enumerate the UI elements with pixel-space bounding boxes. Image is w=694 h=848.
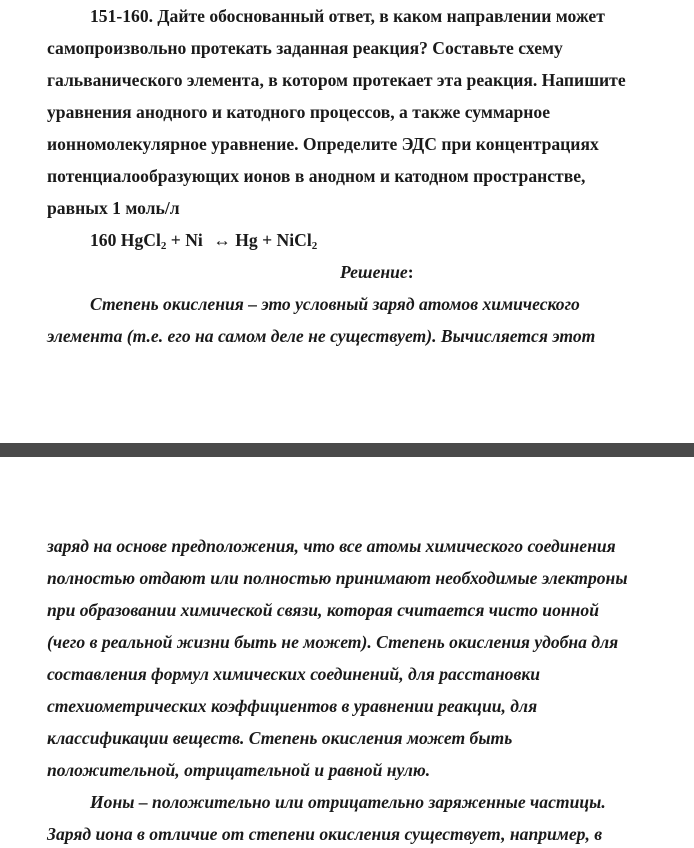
body-p1-line-2: элемента (т.е. его на самом деле не существует). Вычисляется этот: [47, 326, 596, 346]
task-line-4: уравнения анодного и катодного процессов, а также суммарное: [47, 102, 551, 122]
body-p2-line-10: Заряд иона в отличие от степени окисления существует, например, в: [47, 824, 603, 844]
equation-arrow: ↔: [213, 230, 231, 250]
equation-subscript-2: 2: [311, 240, 318, 252]
task-line-6: потенциалообразующих ионов в анодном и катодном пространстве,: [47, 166, 586, 186]
body-p2-line-3: при образовании химической связи, которая считается чисто ионной: [47, 600, 599, 620]
body-p2-line-5: составления формул химических соединений, для расстановки: [47, 664, 541, 684]
body-p2-line-1: заряд на основе предположения, что все атомы химического соединения: [47, 536, 616, 556]
page-separator: [0, 443, 694, 457]
solution-heading-colon: :: [407, 262, 414, 282]
body-p2-line-8: положительной, отрицательной и равной нулю.: [47, 760, 431, 780]
body-p2-line-7: классификации веществ. Степень окисления может быть: [47, 728, 513, 748]
task-line-3: гальванического элемента, в котором протекает эта реакция. Напишите: [47, 70, 626, 90]
equation-ni: + Ni: [170, 230, 203, 250]
task-line-1: 151-160. Дайте обоснованный ответ, в каком направлении может: [90, 6, 605, 26]
equation-number: 160: [90, 230, 117, 250]
body-p2-line-4: (чего в реальной жизни быть не может). Степень окисления удобна для: [47, 632, 619, 652]
body-p2-line-6: стехиометрических коэффициентов в уравнении реакции, для: [47, 696, 538, 716]
equation-hgcl: HgCl: [120, 230, 161, 250]
solution-heading: [340, 262, 414, 282]
reaction-equation: [90, 230, 317, 250]
equation-subscript-1: 2: [160, 240, 167, 252]
equation-products: Hg + NiCl: [235, 230, 312, 250]
task-line-7: равных 1 моль/л: [47, 198, 180, 218]
body-p2-line-9: Ионы – положительно или отрицательно заряженные частицы.: [90, 792, 606, 812]
solution-heading-text: Решение: [340, 262, 408, 282]
task-line-5: ионномолекулярное уравнение. Определите ЭДС при концентрациях: [47, 134, 599, 154]
body-p1-line-1: Степень окисления – это условный заряд атомов химического: [90, 294, 580, 314]
task-line-2: самопроизвольно протекать заданная реакция? Составьте схему: [47, 38, 563, 58]
body-p2-line-2: полностью отдают или полностью принимают необходимые электроны: [47, 568, 628, 588]
